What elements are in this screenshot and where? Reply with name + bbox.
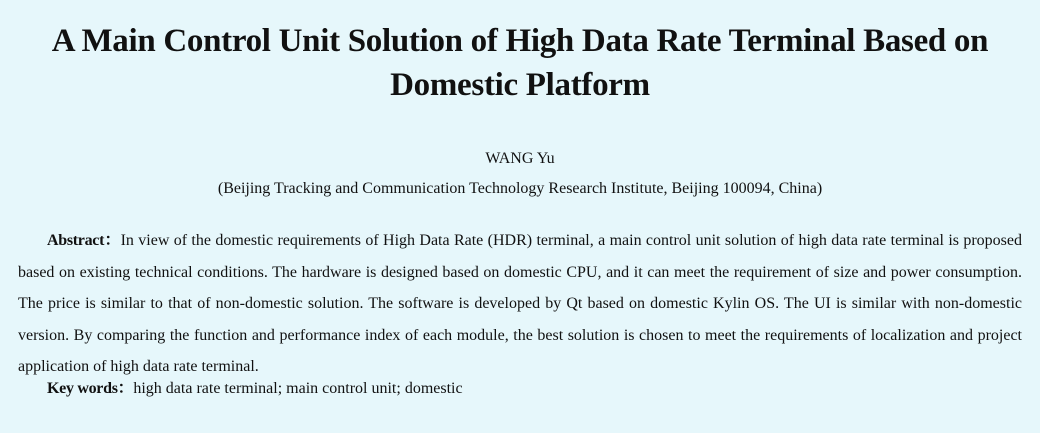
abstract-label: Abstract： xyxy=(47,232,121,249)
title-line-2: Domestic Platform xyxy=(390,67,650,103)
keywords-text: high data rate terminal; main control unit; domestic xyxy=(133,379,463,397)
title-line-1: A Main Control Unit Solution of High Data Rate Terminal Based on xyxy=(51,23,989,59)
keywords-line xyxy=(18,377,1022,401)
abstract-text: In view of the domestic requirements of High Data Rate (HDR) terminal, a main control unit solution of high data rate terminal is proposed based on existing technical conditions. The hardware is designed based on domestic CPU, and it can meet the requirement of size and power consumption. The price is similar to that of non-domestic solution. The software is developed by Qt based on domestic Kylin OS. The UI is similar with non-domestic version. By comparing the function and performance index of each module, the best solution is chosen to meet the requirements of localization and project application of high data rate terminal. xyxy=(18,232,1023,375)
keywords-label: Key words： xyxy=(47,379,134,397)
author-name: WANG Yu xyxy=(485,150,555,167)
paper-title xyxy=(18,0,1022,107)
author-affiliation: (Beijing Tracking and Communication Technology Research Institute, Beijing 100094, China) xyxy=(217,180,823,197)
abstract-paragraph xyxy=(18,225,1022,383)
